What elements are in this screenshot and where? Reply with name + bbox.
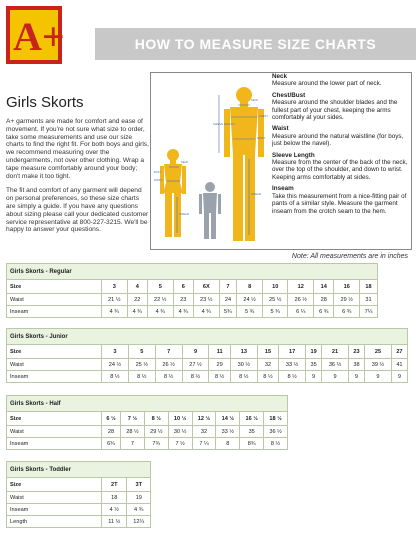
- table-cell: 39 ½: [365, 359, 392, 371]
- table-cell: 23 ½: [193, 294, 219, 306]
- measure-sleeve: [272, 152, 412, 182]
- table-cell: 9: [348, 371, 364, 383]
- table-cell: 5 ¾: [237, 306, 263, 318]
- table-cell: 35: [240, 426, 264, 438]
- label-neck: NECK: [181, 161, 189, 164]
- measure-text: Measure from the center of the back of the neck, over the top of the shoulder, and down to wrist. Keeping arms comfortably at sides.: [272, 159, 408, 181]
- size-table: [6, 344, 408, 383]
- table-cell: 6¾: [102, 438, 121, 450]
- table-cell: 25: [365, 345, 392, 359]
- label-inseam-woman: INSEAM: [179, 213, 189, 216]
- table-cell: 21: [322, 345, 349, 359]
- table-row: [7, 492, 151, 504]
- measure-text: Measure around the natural waistline (for boys, just below the navel).: [272, 132, 404, 148]
- table-cell: 4 ¾: [127, 504, 151, 516]
- table-toddler: [6, 461, 151, 528]
- logo-letter: A+: [13, 14, 65, 59]
- table-cell: 23: [173, 294, 193, 306]
- table-cell: 29: [209, 359, 230, 371]
- table-cell: 35: [306, 359, 322, 371]
- table-row: [7, 294, 378, 306]
- table-cell: 9: [322, 371, 349, 383]
- table-header-row: [7, 345, 408, 359]
- table-cell: 4 ¾: [127, 306, 147, 318]
- table-cell: 8 ½: [102, 371, 129, 383]
- row-label-cell: Inseam: [7, 438, 102, 450]
- measure-title: Neck: [272, 73, 288, 80]
- table-cell: 16 ½: [240, 412, 264, 426]
- measure-title: Chest/Bust: [272, 91, 306, 99]
- table-cell: 7: [219, 280, 237, 294]
- row-label-cell: Length: [7, 516, 102, 528]
- measurement-note: Note: All measurements are in inches: [291, 253, 408, 260]
- table-row: [7, 504, 151, 516]
- table-cell: 12¼: [127, 516, 151, 528]
- table-cell: 11 ½: [102, 516, 127, 528]
- table-row: [7, 371, 408, 383]
- table-cell: 6 ¾: [314, 306, 334, 318]
- table-cell: 12: [288, 280, 314, 294]
- table-cell: 6 ¾: [334, 306, 360, 318]
- table-title: Girls Skorts - Junior: [6, 328, 408, 344]
- row-label-cell: Inseam: [7, 504, 102, 516]
- label-waist-man: WAIST: [257, 137, 266, 140]
- row-label-cell: Waist: [7, 492, 102, 504]
- table-cell: 12 ½: [192, 412, 216, 426]
- measure-text: Take this measurement from a nice-fitting pair of pants of a similar style. Measure the garment inseam from the crotch seam to the hem.: [272, 192, 407, 215]
- table-cell: 17: [279, 345, 306, 359]
- label-sleeve: SLEEVE LENGTH: [213, 123, 235, 126]
- measure-title: Inseam: [272, 185, 294, 193]
- row-label-cell: Waist: [7, 426, 102, 438]
- table-row: [7, 516, 151, 528]
- table-cell: 18: [360, 280, 378, 294]
- row-label-cell: Inseam: [7, 306, 102, 318]
- table-cell: 28 ½: [121, 426, 145, 438]
- table-cell: 24 ½: [237, 294, 263, 306]
- table-cell: 7: [121, 438, 145, 450]
- table-cell: 30 ½: [168, 426, 192, 438]
- table-cell: 33 ½: [279, 359, 306, 371]
- table-cell: 4 ¾: [193, 306, 219, 318]
- table-cell: 32: [192, 426, 216, 438]
- child-figure: [199, 182, 221, 239]
- measure-inseam: [272, 185, 412, 215]
- table-cell: 14 ½: [216, 412, 240, 426]
- table-cell: 8 ½: [257, 371, 278, 383]
- table-cell: 22 ½: [147, 294, 173, 306]
- label-waist-woman: WAIST: [154, 179, 163, 182]
- table-cell: 4 ½: [102, 504, 127, 516]
- table-cell: 36 ½: [322, 359, 349, 371]
- table-cell: 28: [314, 294, 334, 306]
- table-cell: 7 ½: [121, 412, 145, 426]
- table-cell: 9: [391, 371, 407, 383]
- table-cell: 8 ½: [128, 371, 155, 383]
- table-regular: [6, 263, 378, 318]
- table-cell: 19: [306, 345, 322, 359]
- row-label-cell: Waist: [7, 359, 102, 371]
- table-cell: 32: [257, 359, 278, 371]
- table-header-row: [7, 478, 151, 492]
- table-cell: 6X: [193, 280, 219, 294]
- label-inseam-man: INSEAM: [251, 193, 261, 196]
- size-table: [6, 279, 378, 318]
- table-cell: 36 ½: [264, 426, 288, 438]
- table-cell: 5: [147, 280, 173, 294]
- table-cell: 6 ¼: [288, 306, 314, 318]
- banner-title: HOW TO MEASURE SIZE CHARTS: [134, 36, 377, 52]
- size-table: [6, 477, 151, 528]
- table-cell: 24 ½: [102, 359, 129, 371]
- measure-waist: [272, 125, 412, 147]
- table-cell: 8 ½: [209, 371, 230, 383]
- row-label-cell: Size: [7, 412, 102, 426]
- table-cell: 19: [127, 492, 151, 504]
- measure-text: Measure around the shoulder blades and the fullest part of your chest, keeping the arms comfortably at your sides.: [272, 99, 398, 122]
- table-title: Girls Skorts - Half: [6, 395, 288, 411]
- table-cell: 5¾: [219, 306, 237, 318]
- table-cell: 2T: [102, 478, 127, 492]
- table-cell: 27: [391, 345, 407, 359]
- table-cell: 10 ½: [168, 412, 192, 426]
- table-cell: 5 ¾: [262, 306, 288, 318]
- table-cell: 13: [230, 345, 257, 359]
- table-cell: 8 ½: [264, 438, 288, 450]
- table-cell: 7 ¼: [192, 438, 216, 450]
- table-cell: 7¾: [144, 438, 168, 450]
- table-cell: 38: [348, 359, 364, 371]
- measure-instructions: [272, 73, 412, 219]
- table-cell: 5: [128, 345, 155, 359]
- table-cell: 6: [173, 280, 193, 294]
- body-figures-illustration: [153, 75, 275, 249]
- table-junior: [6, 328, 408, 383]
- table-cell: 4 ¾: [147, 306, 173, 318]
- table-cell: 9: [306, 371, 322, 383]
- table-cell: 6 ½: [102, 412, 121, 426]
- measure-text: Measure around the lower part of neck.: [272, 80, 382, 88]
- table-row: [7, 426, 288, 438]
- page-title: Girls Skorts: [6, 94, 84, 111]
- table-row: [7, 438, 288, 450]
- table-cell: 10: [262, 280, 288, 294]
- table-cell: 22: [127, 294, 147, 306]
- table-header-row: [7, 280, 378, 294]
- header-banner: [95, 28, 416, 60]
- table-row: [7, 359, 408, 371]
- table-cell: 11: [209, 345, 230, 359]
- intro-paragraph-2: The fit and comfort of any garment will depend on personal preferences, so these size charts are simply a guide. If you have any questions about sizing please call your dedicated customer service representative at 800-227-3215. We'll be happy to answer your questions.: [6, 187, 149, 234]
- table-cell: 14: [314, 280, 334, 294]
- table-cell: 4 ¾: [173, 306, 193, 318]
- brand-logo: [6, 6, 65, 64]
- measure-title: Waist: [272, 125, 289, 133]
- logo-mark: [10, 10, 65, 60]
- table-cell: 3T: [127, 478, 151, 492]
- table-cell: 8¾: [240, 438, 264, 450]
- table-cell: 16: [334, 280, 360, 294]
- table-cell: 4 ¾: [102, 306, 128, 318]
- table-cell: 21 ½: [102, 294, 128, 306]
- table-cell: 8 ½: [279, 371, 306, 383]
- row-label-cell: Size: [7, 478, 102, 492]
- table-cell: 24: [219, 294, 237, 306]
- measure-title: Sleeve Length: [272, 151, 315, 159]
- table-cell: 26 ½: [155, 359, 182, 371]
- table-cell: 18 ½: [264, 412, 288, 426]
- table-cell: 25 ½: [262, 294, 288, 306]
- table-cell: 41: [391, 359, 407, 371]
- table-cell: 15: [257, 345, 278, 359]
- label-bust: BUST: [154, 171, 161, 174]
- man-figure: [224, 87, 264, 241]
- table-cell: 30 ½: [230, 359, 257, 371]
- table-cell: 8: [216, 438, 240, 450]
- row-label-cell: Waist: [7, 294, 102, 306]
- table-cell: 29 ½: [334, 294, 360, 306]
- table-half: [6, 395, 288, 450]
- table-cell: 7¼: [360, 306, 378, 318]
- table-title: Girls Skorts - Toddler: [6, 461, 151, 477]
- table-cell: 8 ½: [230, 371, 257, 383]
- label-neck-man: NECK: [251, 99, 259, 102]
- measure-neck: [272, 73, 412, 88]
- table-cell: 26 ½: [288, 294, 314, 306]
- table-title: Girls Skorts - Regular: [6, 263, 378, 279]
- table-cell: 28: [102, 426, 121, 438]
- measure-chest: [272, 92, 412, 122]
- table-cell: 9: [365, 371, 392, 383]
- table-header-row: [7, 412, 288, 426]
- table-cell: 27 ½: [182, 359, 209, 371]
- table-cell: 4: [127, 280, 147, 294]
- row-label-cell: Inseam: [7, 371, 102, 383]
- table-cell: 18: [102, 492, 127, 504]
- table-cell: 3: [102, 280, 128, 294]
- table-cell: 31: [360, 294, 378, 306]
- table-cell: 8 ½: [155, 371, 182, 383]
- row-label-cell: Size: [7, 345, 102, 359]
- intro-paragraph-1: A+ garments are made for comfort and ease of movement. If you're not sure what size to order, take some measurements and use our size charts to find the right fit. For both boys and girls, we recommend measuring over the undergarments, not over other clothing. Wrap a tape measure comfortably around your body; don't make it too tight.: [6, 118, 149, 180]
- table-cell: 23: [348, 345, 364, 359]
- table-row: [7, 306, 378, 318]
- table-cell: 33 ½: [216, 426, 240, 438]
- table-cell: 29 ½: [144, 426, 168, 438]
- table-cell: 9: [182, 345, 209, 359]
- table-cell: 3: [102, 345, 129, 359]
- table-cell: 8: [237, 280, 263, 294]
- size-table: [6, 411, 288, 450]
- table-cell: 8 ½: [144, 412, 168, 426]
- table-cell: 7 ½: [168, 438, 192, 450]
- row-label-cell: Size: [7, 280, 102, 294]
- label-chest: CHEST: [259, 115, 268, 118]
- table-cell: 8 ½: [182, 371, 209, 383]
- table-cell: 25 ½: [128, 359, 155, 371]
- table-cell: 7: [155, 345, 182, 359]
- intro-text: [6, 118, 150, 241]
